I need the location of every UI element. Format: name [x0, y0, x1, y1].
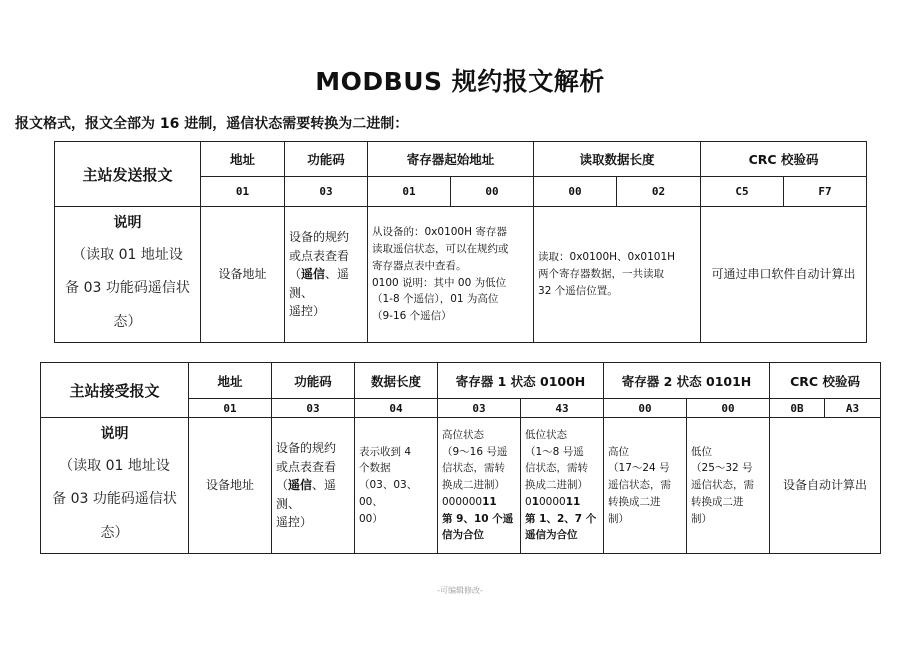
page-title: MODBUS 规约报文解析: [315, 67, 605, 96]
receive-desc-addr: 设备地址: [189, 418, 272, 554]
receive-explain-title: 说明: [100, 426, 129, 443]
send-value-len-hi: 00: [534, 177, 617, 207]
send-desc-func-emphasis: 遥信: [301, 267, 326, 282]
receive-desc-r1-lo-bits-set: 11: [565, 495, 581, 508]
receive-explain-cell: [41, 418, 189, 554]
send-explain-line-2: 备 03 功能码遥信状: [65, 280, 190, 297]
receive-value-r1-hi: 03: [438, 399, 521, 418]
receive-desc-r1-hi-result: 第 9、10 个遥: [442, 512, 514, 525]
send-desc-reg-line: 从设备的：0x0100H 寄存器: [372, 226, 507, 239]
send-desc-func-line: [289, 265, 363, 302]
receive-desc-r1-hi-line: 换成二进制）: [442, 479, 505, 492]
receive-desc-func-paren: （: [276, 478, 289, 493]
receive-desc-func-line: 设备的规约: [276, 441, 337, 456]
send-value-crc-hi: F7: [784, 177, 867, 207]
receive-desc-r2-lo-line: 制）: [691, 512, 713, 525]
receive-desc-r1-hi-line: 信状态，需转: [442, 462, 505, 475]
receive-desc-r1-hi-line: 高位状态: [442, 428, 484, 441]
receive-desc-r1-lo-line: 信状态，需转: [525, 462, 588, 475]
send-value-reg-lo: 00: [451, 177, 534, 207]
receive-desc-r1-hi-binary: [442, 494, 516, 511]
receive-frame-table: [40, 362, 881, 554]
receive-explain-line-1: （读取 01 地址设: [59, 457, 170, 474]
receive-desc-r1-lo: [521, 418, 604, 554]
receive-desc-r2-lo-line: 转换成二进: [691, 495, 744, 508]
send-desc-reg: [368, 207, 534, 343]
send-desc-reg-line: （1-8 个遥信），01 为高位: [372, 293, 499, 306]
receive-header-addr: 地址: [189, 363, 272, 399]
receive-desc-len-line: 00）: [359, 512, 383, 525]
send-desc-func-line: 遥控）: [289, 304, 326, 319]
receive-desc-r1-hi-bits: 000000: [442, 495, 483, 508]
receive-desc-r1-lo-line: （1～8 号遥: [525, 445, 584, 458]
receive-desc-r1-lo-line: 换成二进制）: [525, 479, 588, 492]
receive-desc-func-line: 或点表查看: [276, 459, 337, 474]
receive-desc-func-line: 遥控）: [276, 515, 313, 530]
send-explain-title: 说明: [113, 215, 142, 232]
receive-desc-r2-hi-line: 转换成二进: [608, 495, 661, 508]
send-value-addr: 01: [201, 177, 285, 207]
receive-desc-r2-hi-line: 高位: [608, 445, 630, 458]
receive-desc-r1-hi-result: 信为合位: [442, 529, 484, 542]
send-value-func: 03: [285, 177, 368, 207]
send-explain-cell: [55, 207, 201, 343]
send-desc-len-line: 读取：0x0100H、0x0101H: [538, 251, 676, 264]
receive-desc-r2-hi: [604, 418, 687, 554]
receive-header-reg2: 寄存器 2 状态 0101H: [604, 363, 770, 399]
send-desc-func-rest: 、遥测、: [289, 267, 350, 300]
receive-desc-r1-lo-bits: 0: [525, 495, 532, 508]
receive-desc-func-line: [276, 476, 350, 513]
receive-value-crc-lo: 0B: [770, 399, 825, 418]
send-desc-func-line: 或点表查看: [289, 248, 350, 263]
send-desc-func-line: 设备的规约: [289, 230, 350, 245]
receive-desc-r1-lo-binary: [525, 494, 599, 511]
send-desc-crc: 可通过串口软件自动计算出: [701, 207, 867, 343]
send-desc-func-paren: （: [289, 267, 302, 282]
receive-explain-line-3: 态）: [100, 524, 129, 541]
receive-value-addr: 01: [189, 399, 272, 418]
receive-desc-crc: 设备自动计算出: [770, 418, 881, 554]
receive-value-r2-lo: 00: [687, 399, 770, 418]
receive-desc-data-len: [355, 418, 438, 554]
send-desc-len: [534, 207, 701, 343]
receive-value-r1-lo: 43: [521, 399, 604, 418]
receive-desc-r2-lo-line: 低位: [691, 445, 713, 458]
receive-value-func: 03: [272, 399, 355, 418]
send-desc-reg-line: （9-16 个遥信）: [372, 310, 452, 323]
receive-desc-r2-hi-line: 制）: [608, 512, 630, 525]
send-explain-line-1: （读取 01 地址设: [72, 246, 183, 263]
receive-desc-len-line: （03、03、00、: [359, 479, 418, 508]
send-header-reg-start: 寄存器起始地址: [368, 142, 534, 177]
receive-desc-len-line: 表示收到 4: [359, 445, 412, 458]
send-desc-reg-line: 0100 说明：其中 00 为低位: [372, 276, 507, 289]
send-value-crc-lo: C5: [701, 177, 784, 207]
intro-text: 报文格式，报文全部为 16 进制，遥信状态需要转换为二进制：: [15, 116, 409, 132]
send-desc-len-line: 32 个遥信位置。: [538, 284, 618, 297]
receive-desc-r1-lo-result: 遥信为合位: [525, 529, 578, 542]
receive-desc-func-emphasis: 遥信: [288, 478, 313, 493]
receive-desc-r2-lo-line: （25～32 号: [691, 462, 753, 475]
receive-value-crc-hi: A3: [825, 399, 881, 418]
receive-value-r2-hi: 00: [604, 399, 687, 418]
receive-label: 主站接受报文: [41, 363, 189, 418]
receive-desc-r2-hi-line: （17～24 号: [608, 462, 670, 475]
receive-desc-r1-lo-line: 低位状态: [525, 428, 567, 441]
receive-desc-r1-lo-bits: 0000: [539, 495, 566, 508]
receive-desc-r1-hi-line: （9～16 号遥: [442, 445, 508, 458]
send-desc-reg-line: 寄存器点表中查看。: [372, 259, 467, 272]
receive-desc-r1-lo-bits-set: 1: [531, 495, 539, 508]
receive-desc-r2-lo-line: 遥信状态，需: [691, 479, 755, 492]
send-value-reg-hi: 01: [368, 177, 451, 207]
send-header-crc: CRC 校验码: [701, 142, 867, 177]
receive-desc-func: [272, 418, 355, 554]
send-desc-addr: 设备地址: [201, 207, 285, 343]
send-desc-func: [285, 207, 368, 343]
receive-desc-r2-lo: [687, 418, 770, 554]
send-frame-table: [54, 141, 867, 343]
receive-desc-r2-hi-line: 遥信状态，需: [608, 479, 672, 492]
receive-header-reg1: 寄存器 1 状态 0100H: [438, 363, 604, 399]
receive-header-func: 功能码: [272, 363, 355, 399]
receive-header-crc: CRC 校验码: [770, 363, 881, 399]
receive-desc-r1-lo-result: 第 1、2、7 个: [525, 512, 597, 525]
send-desc-reg-line: 读取遥信状态，可以在规约或: [372, 242, 509, 255]
send-explain-line-3: 态）: [113, 313, 142, 330]
receive-desc-r1-hi: [438, 418, 521, 554]
send-header-read-len: 读取数据长度: [534, 142, 701, 177]
send-value-len-lo: 02: [617, 177, 701, 207]
send-desc-len-line: 两个寄存器数据，一共读取: [538, 268, 665, 281]
send-label: 主站发送报文: [55, 142, 201, 207]
send-header-addr: 地址: [201, 142, 285, 177]
page-footer: -可编辑修改-: [437, 586, 483, 595]
receive-header-data-len: 数据长度: [355, 363, 438, 399]
receive-desc-len-line: 个数据: [359, 462, 391, 475]
receive-desc-func-rest: 、遥测、: [276, 478, 337, 511]
send-header-func: 功能码: [285, 142, 368, 177]
receive-value-data-len: 04: [355, 399, 438, 418]
receive-explain-line-2: 备 03 功能码遥信状: [52, 491, 177, 508]
receive-desc-r1-hi-bits-set: 11: [482, 495, 497, 508]
